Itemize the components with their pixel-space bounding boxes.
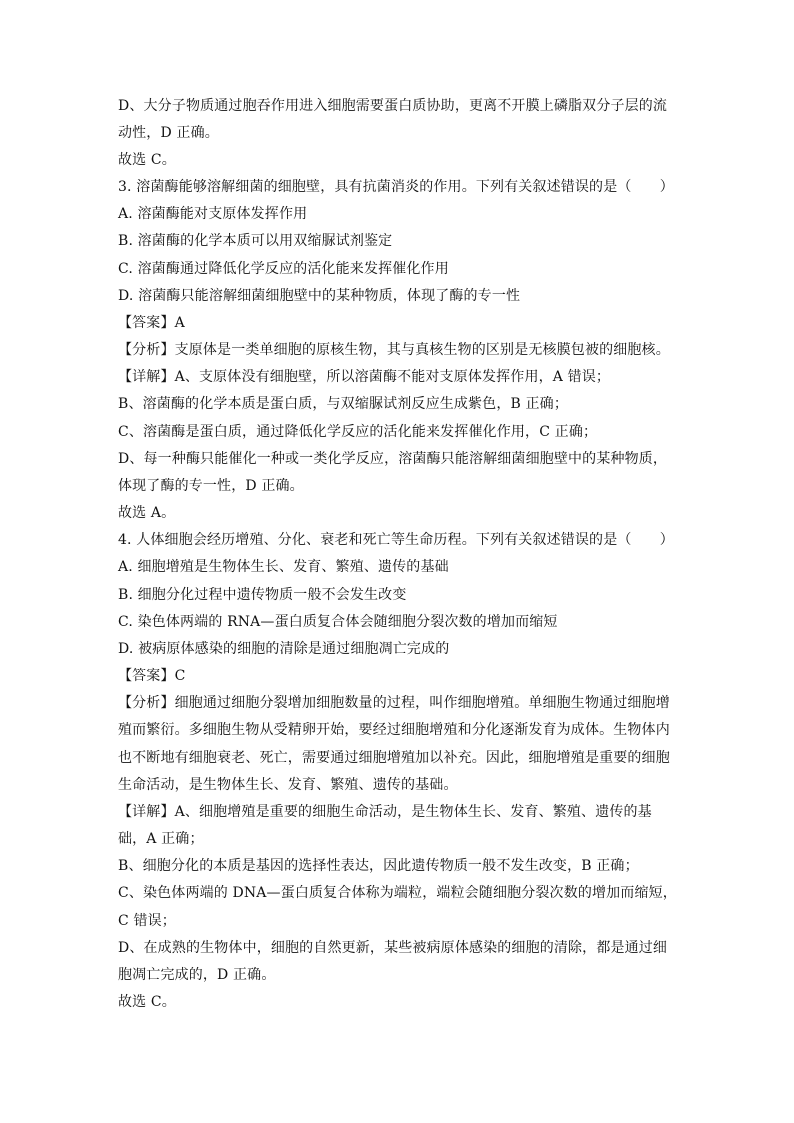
explanation-text: B、细胞分化的本质是基因的选择性表达，因此遗传物质一般不发生改变，B 正确； xyxy=(118,858,639,874)
analysis-text: 生命活动，是生物体生长、发育、繁殖、遗传的基础。 xyxy=(118,777,458,793)
text-line: 故选 C。 xyxy=(118,152,176,168)
answer-label: 【答案】A xyxy=(118,315,185,331)
explanation-text: B、溶菌酶的化学本质是蛋白质，与双缩脲试剂反应生成紫色，B 正确； xyxy=(118,396,568,412)
explanation-text: C、染色体两端的 DNA—蛋白质复合体称为端粒，端粒会随细胞分裂次数的增加而缩短， xyxy=(118,885,677,901)
question-3-stem: 3. 溶菌酶能够溶解细菌的细胞壁，具有抗菌消炎的作用。下列有关叙述错误的是（ ） xyxy=(118,179,674,195)
answer-label: 【答案】C xyxy=(118,668,186,684)
explanation-text: 胞凋亡完成的，D 正确。 xyxy=(118,967,276,983)
explanation-text: C 错误； xyxy=(118,913,176,929)
analysis-text: 也不断地有细胞衰老、死亡，需要通过细胞增殖加以补充。因此，细胞增殖是重要的细胞 xyxy=(118,750,670,766)
explanation-text: 【详解】A、细胞增殖是重要的细胞生命活动，是生物体生长、发育、繁殖、遗传的基 xyxy=(118,804,652,820)
option-b: B. 溶菌酶的化学本质可以用双缩脲试剂鉴定 xyxy=(118,233,393,249)
option-b: B. 细胞分化过程中遗传物质一般不会发生改变 xyxy=(118,587,407,603)
analysis-text: 【分析】细胞通过细胞分裂增加细胞数量的过程，叫作细胞增殖。单细胞生物通过细胞增 xyxy=(118,695,670,711)
explanation-text: C、溶菌酶是蛋白质，通过降低化学反应的活化能来发挥催化作用，C 正确； xyxy=(118,424,598,440)
option-c: C. 染色体两端的 RNA—蛋白质复合体会随细胞分裂次数的增加而缩短 xyxy=(118,614,558,630)
analysis-text: 【分析】支原体是一类单细胞的原核生物，其与真核生物的区别是无核膜包被的细胞核。 xyxy=(118,342,670,358)
option-a: A. 细胞增殖是生物体生长、发育、繁殖、遗传的基础 xyxy=(118,559,449,575)
explanation-text: 【详解】A、支原体没有细胞壁，所以溶菌酶不能对支原体发挥作用，A 错误； xyxy=(118,369,611,385)
explanation-text: D、在成熟的生物体中，细胞的自然更新，某些被病原体感染的细胞的清除，都是通过细 xyxy=(118,940,668,956)
conclusion-text: 故选 C。 xyxy=(118,994,176,1010)
analysis-text: 殖而繁衍。多细胞生物从受精卵开始，要经过细胞增殖和分化逐渐发育为成体。生物体内 xyxy=(118,722,670,738)
text-line: 动性，D 正确。 xyxy=(118,125,219,141)
question-4-stem: 4. 人体细胞会经历增殖、分化、衰老和死亡等生命历程。下列有关叙述错误的是（ ） xyxy=(118,532,674,548)
option-c: C. 溶菌酶通过降低化学反应的活化能来发挥催化作用 xyxy=(118,261,449,277)
option-a: A. 溶菌酶能对支原体发挥作用 xyxy=(118,206,308,222)
text-line: D、大分子物质通过胞吞作用进入细胞需要蛋白质协助，更离不开膜上磷脂双分子层的流 xyxy=(118,98,668,114)
explanation-text: D、每一种酶只能催化一种或一类化学反应，溶菌酶只能溶解细菌细胞壁中的某种物质， xyxy=(118,451,668,467)
option-d: D. 溶菌酶只能溶解细菌细胞壁中的某种物质，体现了酶的专一性 xyxy=(118,288,521,304)
explanation-text: 体现了酶的专一性，D 正确。 xyxy=(118,478,304,494)
conclusion-text: 故选 A。 xyxy=(118,505,176,521)
option-d: D. 被病原体感染的细胞的清除是通过细胞凋亡完成的 xyxy=(118,641,450,657)
explanation-text: 础，A 正确； xyxy=(118,831,204,847)
